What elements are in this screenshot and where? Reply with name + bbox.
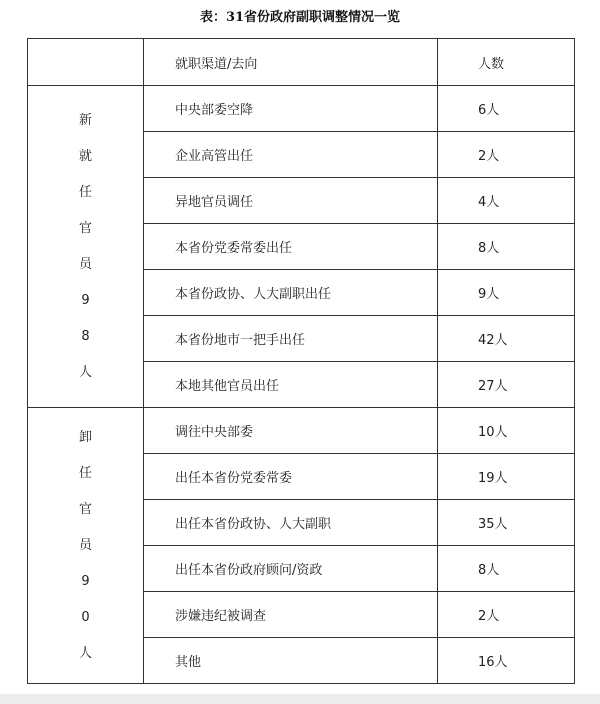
count-cell: 10人 <box>438 408 575 454</box>
channel-cell: 本地其他官员出任 <box>144 362 438 408</box>
channel-cell: 出任本省份党委常委 <box>144 454 438 500</box>
group-label-text: 新就任官员98人 <box>78 112 92 380</box>
count-cell: 8人 <box>438 546 575 592</box>
channel-cell: 调往中央部委 <box>144 408 438 454</box>
group-label-new <box>28 86 144 408</box>
count-cell: 8人 <box>438 224 575 270</box>
count-cell: 16人 <box>438 638 575 684</box>
header-blank <box>28 39 144 86</box>
channel-cell: 出任本省份政府顾问/资政 <box>144 546 438 592</box>
count-cell: 35人 <box>438 500 575 546</box>
adjustment-table <box>27 38 575 684</box>
group-label-departed <box>28 408 144 684</box>
count-cell: 2人 <box>438 592 575 638</box>
count-cell: 42人 <box>438 316 575 362</box>
count-cell: 9人 <box>438 270 575 316</box>
header-channel: 就职渠道/去向 <box>144 39 438 86</box>
channel-cell: 中央部委空降 <box>144 86 438 132</box>
table-title: 表：31省份政府副职调整情况一览 <box>199 10 401 25</box>
group-label-text: 卸任官员90人 <box>78 429 92 661</box>
count-cell: 27人 <box>438 362 575 408</box>
channel-cell: 本省份政协、人大副职出任 <box>144 270 438 316</box>
bottom-strip <box>0 694 600 704</box>
channel-cell: 涉嫌违纪被调查 <box>144 592 438 638</box>
count-cell: 4人 <box>438 178 575 224</box>
header-count: 人数 <box>438 39 575 86</box>
table-row <box>28 408 575 454</box>
channel-cell: 本省份党委常委出任 <box>144 224 438 270</box>
channel-cell: 出任本省份政协、人大副职 <box>144 500 438 546</box>
channel-cell: 其他 <box>144 638 438 684</box>
table-row <box>28 86 575 132</box>
header-row <box>28 39 575 86</box>
count-cell: 6人 <box>438 86 575 132</box>
channel-cell: 企业高管出任 <box>144 132 438 178</box>
channel-cell: 本省份地市一把手出任 <box>144 316 438 362</box>
channel-cell: 异地官员调任 <box>144 178 438 224</box>
count-cell: 2人 <box>438 132 575 178</box>
count-cell: 19人 <box>438 454 575 500</box>
